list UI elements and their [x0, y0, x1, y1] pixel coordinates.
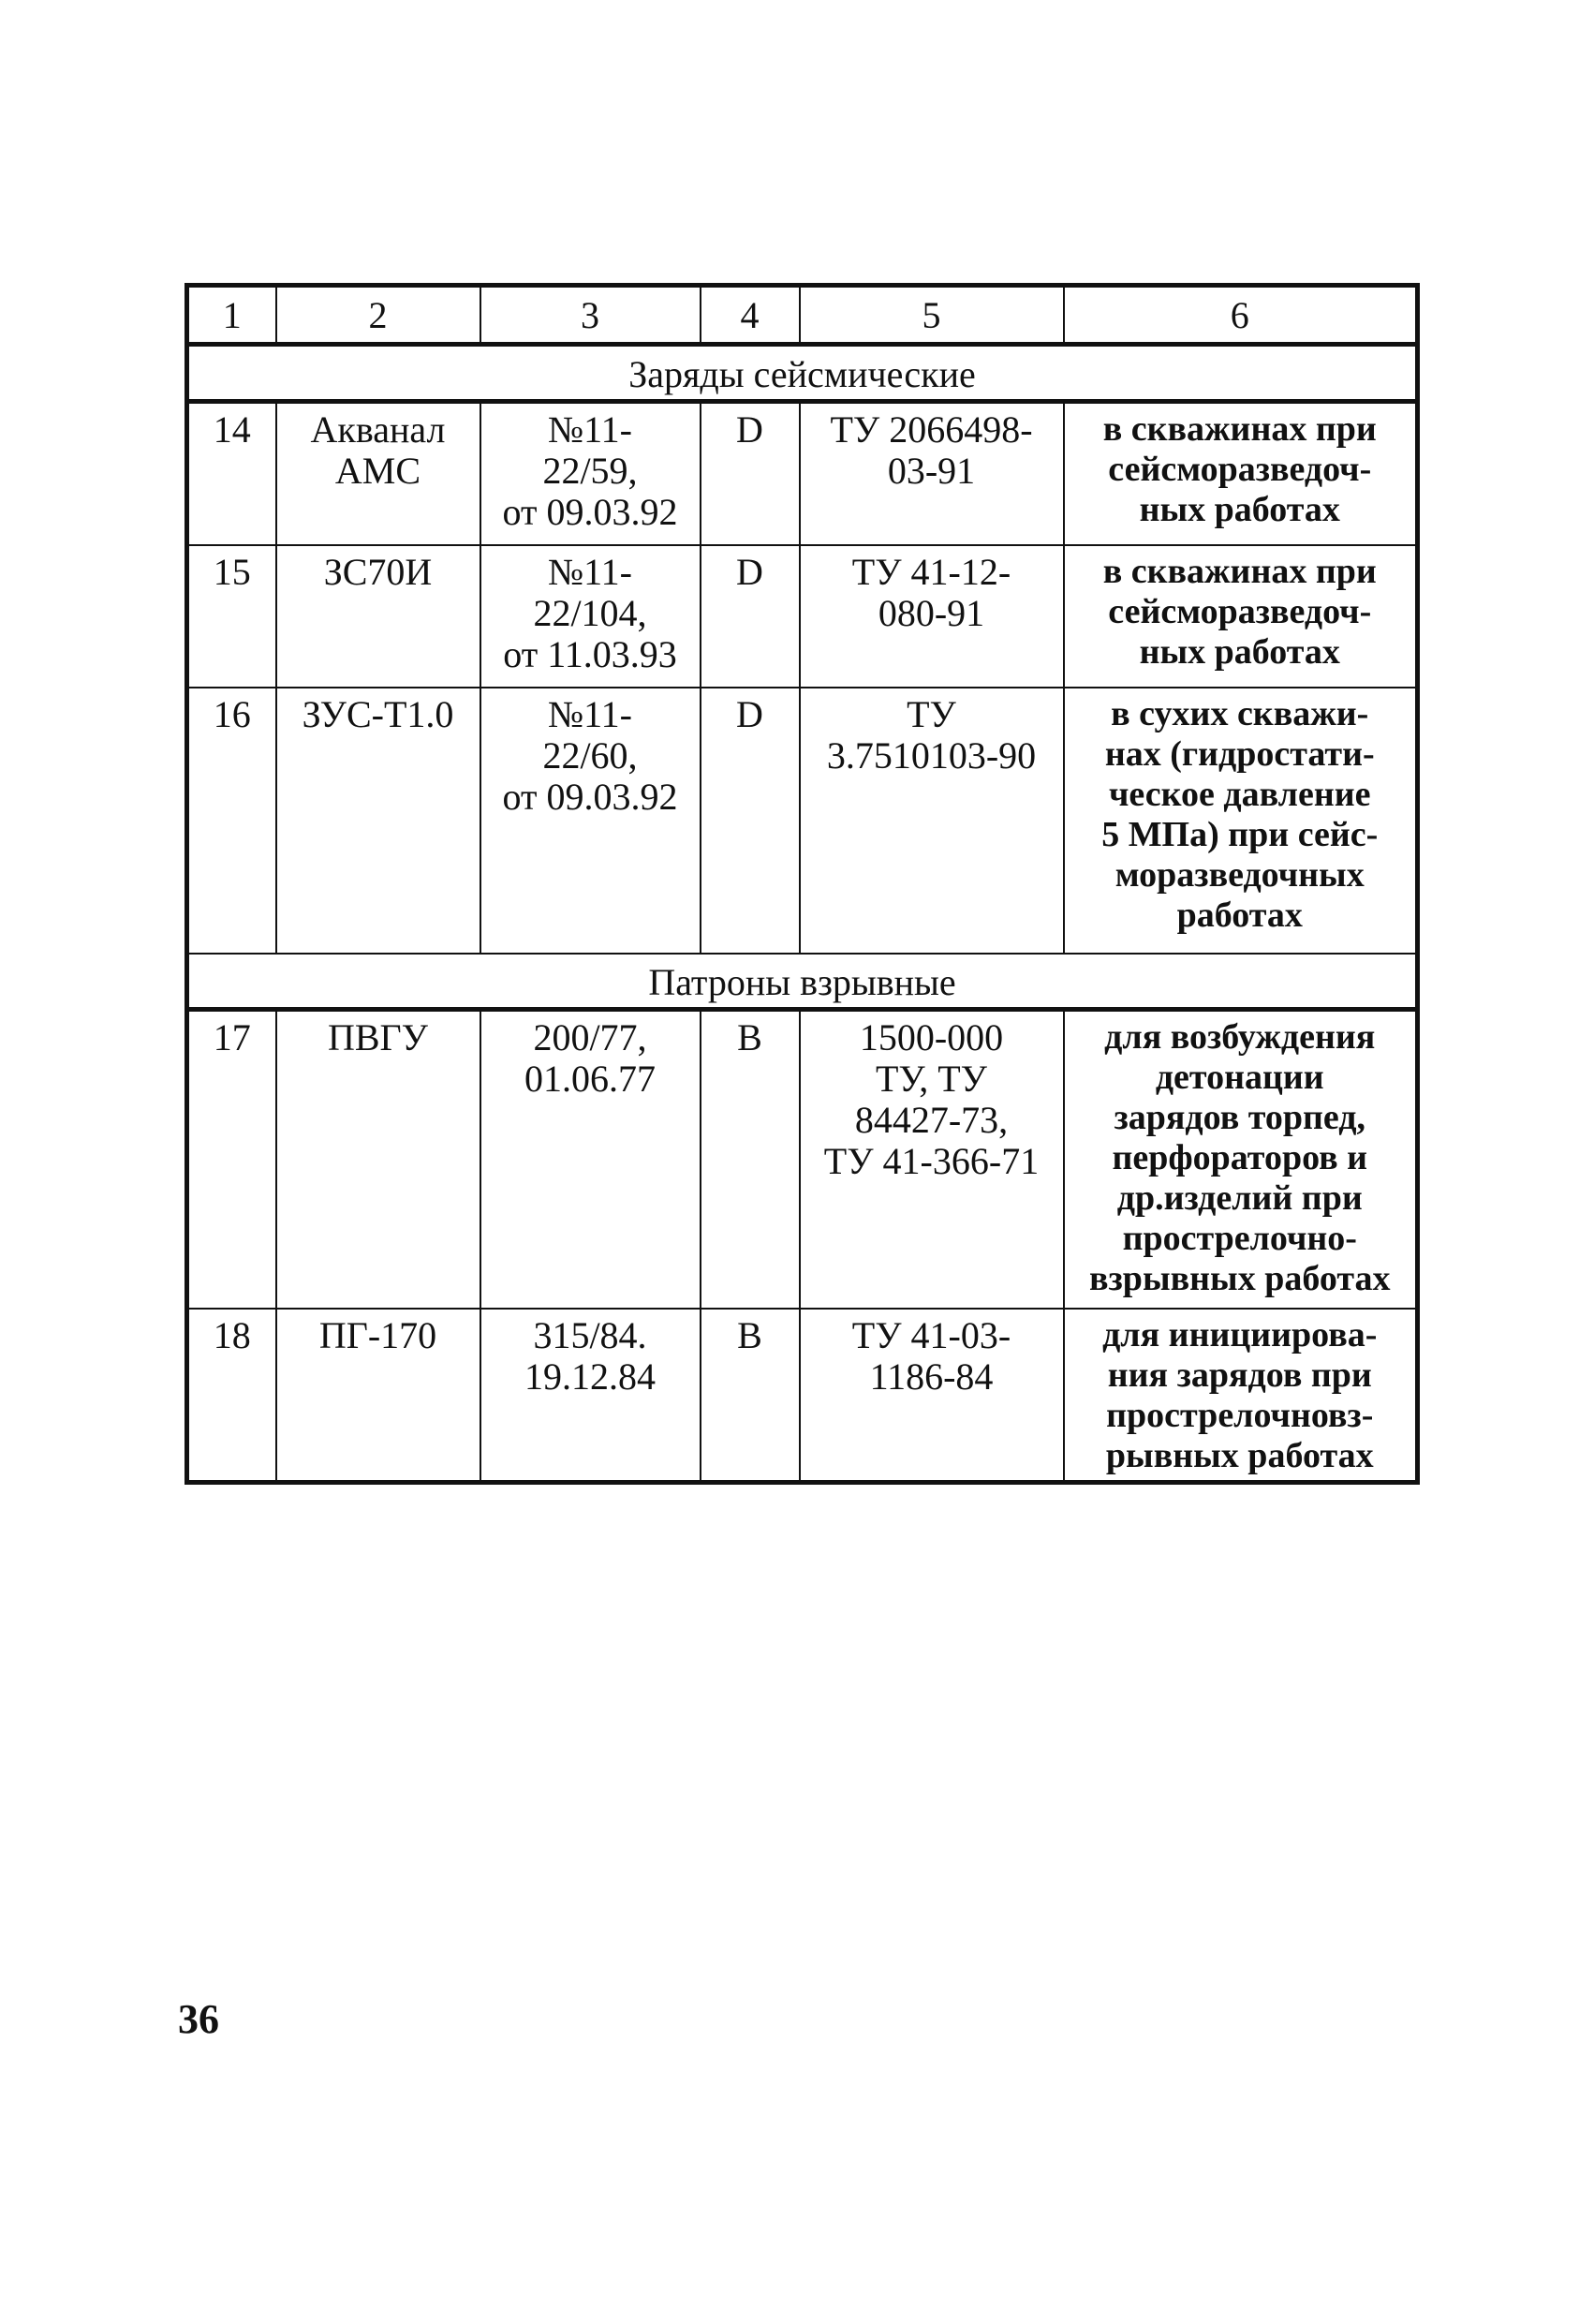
hazard-class: D [701, 402, 800, 546]
explosives-table [184, 283, 1420, 1485]
column-header: 1 [187, 286, 276, 345]
column-header: 2 [276, 286, 480, 345]
row-number: 15 [187, 545, 276, 688]
hazard-class: В [701, 1010, 800, 1310]
section-title: Патроны взрывные [187, 954, 1418, 1010]
row-number: 17 [187, 1010, 276, 1310]
technical-spec: 1500-000 ТУ, ТУ 84427-73, ТУ 41-366-71 [800, 1010, 1064, 1310]
application-area: для инициирова- ния зарядов при прострелочновз- рывных работах [1064, 1309, 1418, 1483]
application-area: в сухих скважи- нах (гидростати- ческое давление 5 МПа) при сейс- моразведочных работах [1064, 688, 1418, 954]
technical-spec: ТУ 41-12- 080-91 [800, 545, 1064, 688]
hazard-class: D [701, 545, 800, 688]
table-row [187, 402, 1418, 546]
column-header: 5 [800, 286, 1064, 345]
application-area: в скважинах при сейсморазведоч- ных работах [1064, 402, 1418, 546]
product-name: ЗС70И [276, 545, 480, 688]
hazard-class: D [701, 688, 800, 954]
table-row [187, 545, 1418, 688]
column-header: 6 [1064, 286, 1418, 345]
table-row [187, 688, 1418, 954]
section-title: Заряды сейсмические [187, 345, 1418, 402]
product-name: ЗУС-Т1.0 [276, 688, 480, 954]
product-name: ПГ-170 [276, 1309, 480, 1483]
table-row [187, 1309, 1418, 1483]
row-number: 14 [187, 402, 276, 546]
section-row [187, 345, 1418, 402]
column-header: 3 [480, 286, 701, 345]
column-number-row [187, 286, 1418, 345]
column-header: 4 [701, 286, 800, 345]
page-number: 36 [178, 1996, 219, 2042]
technical-spec: ТУ 2066498- 03-91 [800, 402, 1064, 546]
technical-spec: ТУ 41-03- 1186-84 [800, 1309, 1064, 1483]
permit-number: 200/77, 01.06.77 [480, 1010, 701, 1310]
table-row [187, 1010, 1418, 1310]
row-number: 18 [187, 1309, 276, 1483]
permit-number: 315/84. 19.12.84 [480, 1309, 701, 1483]
product-name: Акванал АМС [276, 402, 480, 546]
permit-number: №11- 22/60, от 09.03.92 [480, 688, 701, 954]
hazard-class: В [701, 1309, 800, 1483]
permit-number: №11- 22/104, от 11.03.93 [480, 545, 701, 688]
section-row [187, 954, 1418, 1010]
permit-number: №11- 22/59, от 09.03.92 [480, 402, 701, 546]
product-name: ПВГУ [276, 1010, 480, 1310]
technical-spec: ТУ 3.7510103-90 [800, 688, 1064, 954]
application-area: в скважинах при сейсморазведоч- ных работах [1064, 545, 1418, 688]
row-number: 16 [187, 688, 276, 954]
application-area: для возбуждения детонации зарядов торпед, перфораторов и др.изделий при прострелочно- взрывных работах [1064, 1010, 1418, 1310]
